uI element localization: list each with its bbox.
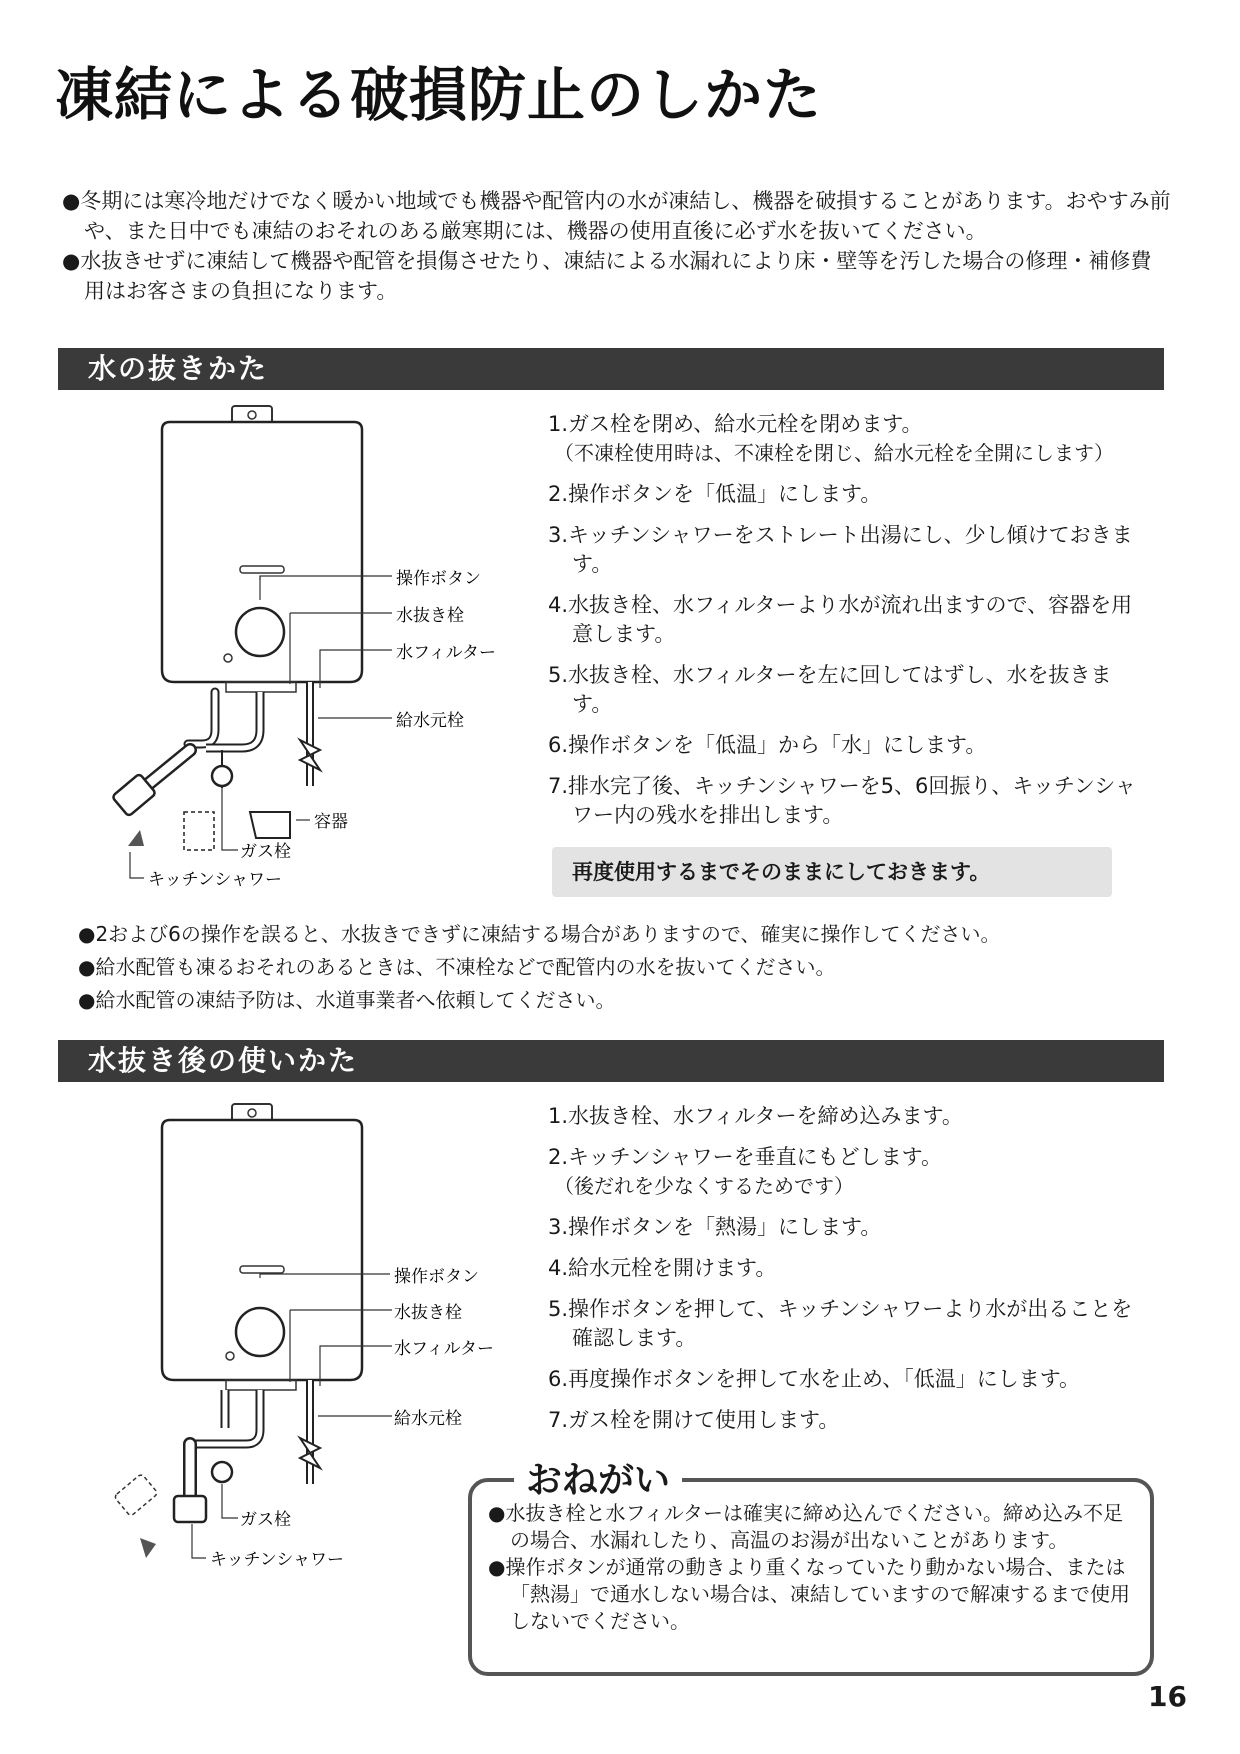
request-item: ●水抜き栓と水フィルターは確実に締め込んでください。締め込み不足の場合、水漏れしたり、高温のお湯が出ないことがあります。 <box>488 1501 1124 1552</box>
heater-body <box>162 422 362 682</box>
label-water-filter: 水フィルター <box>396 643 496 663</box>
step-item: 2.キッチンシャワーを垂直にもどします。 （後だれを少なくするためです） <box>548 1145 942 1198</box>
gas-valve-icon <box>212 1462 232 1482</box>
step-item: 3.キッチンシャワーをストレート出湯にし、少し傾けておきます。 <box>548 523 1133 576</box>
label-drain-plug: 水抜き栓 <box>394 1303 462 1323</box>
step-item: 6.再度操作ボタンを押して水を止め、「低温」にします。 <box>548 1367 1081 1391</box>
drain-steps <box>548 410 1148 842</box>
restore-steps <box>548 1102 1148 1447</box>
step-item: 3.操作ボタンを「熱湯」にします。 <box>548 1215 882 1239</box>
intro-text <box>62 186 1172 306</box>
kitchen-shower-head <box>174 1496 206 1522</box>
step-item: 1.ガス栓を閉め、給水元栓を閉めます。 （不凍栓使用時は、不凍栓を閉じ、給水元栓を全開にします） <box>548 412 1114 465</box>
request-item: ●操作ボタンが通常の動きより重くなっていたり動かない場合、または「熱湯」で通水しない場合は、凍結していますので解凍するまで使用しないでください。 <box>488 1555 1130 1633</box>
container-icon <box>250 812 290 838</box>
request-text <box>488 1500 1138 1635</box>
label-operation-button: 操作ボタン <box>396 569 481 589</box>
bullet-item: ●給水配管の凍結予防は、水道事業者へ依頼してください。 <box>78 988 616 1012</box>
label-kitchen-shower: キッチンシャワー <box>210 1550 345 1570</box>
arrow-icon <box>128 830 144 846</box>
supply-valve-icon <box>300 1438 320 1468</box>
label-operation-button: 操作ボタン <box>394 1267 479 1287</box>
step-item: 6.操作ボタンを「低温」から「水」にします。 <box>548 733 987 757</box>
intro-paragraph: ●冬期には寒冷地だけでなく暖かい地域でも機器や配管内の水が凍結し、機器を破損することがあります。おやすみ前や、また日中でも凍結のおそれのある厳寒期には、機器の使用直後に必ず水を抜いてください。 <box>62 189 1171 243</box>
intro-paragraph: ●水抜きせずに凍結して機器や配管を損傷させたり、凍結による水漏れにより床・壁等を汚した場合の修理・補修費用はお客さまの負担になります。 <box>62 249 1152 303</box>
step-item: 5.水抜き栓、水フィルターを左に回してはずし、水を抜きます。 <box>548 663 1112 716</box>
caution-bullets <box>78 918 1168 1017</box>
label-water-filter: 水フィルター <box>394 1339 494 1359</box>
heater-body <box>162 1120 362 1380</box>
label-container: 容器 <box>314 812 348 832</box>
bullet-item: ●給水配管も凍るおそれのあるときは、不凍栓などで配管内の水を抜いてください。 <box>78 955 836 979</box>
arrow-icon <box>140 1538 156 1558</box>
step-item: 4.給水元栓を開けます。 <box>548 1256 777 1280</box>
page-title: 凍結による破損防止のしかた <box>55 61 823 129</box>
label-kitchen-shower: キッチンシャワー <box>148 870 283 890</box>
gas-valve-icon <box>212 766 232 786</box>
step-item: 7.ガス栓を開けて使用します。 <box>548 1408 840 1432</box>
section-heading-drain: 水の抜きかた <box>58 348 1164 390</box>
label-supply-valve: 給水元栓 <box>396 711 464 731</box>
step-item: 4.水抜き栓、水フィルターより水が流れ出ますので、容器を用意します。 <box>548 593 1133 646</box>
heater-drain-diagram <box>110 400 530 900</box>
section-heading-after-drain: 水抜き後の使いかた <box>58 1040 1164 1082</box>
label-supply-valve: 給水元栓 <box>394 1409 462 1429</box>
label-drain-plug: 水抜き栓 <box>396 606 464 626</box>
step-item: 5.操作ボタンを押して、キッチンシャワーより水が出ることを確認します。 <box>548 1297 1133 1350</box>
bullet-item: ●2および6の操作を誤ると、水抜きできずに凍結する場合がありますので、確実に操作してください。 <box>78 922 1001 946</box>
step-item: 2.操作ボタンを「低温」にします。 <box>548 482 882 506</box>
request-title: おねがい <box>514 1452 682 1503</box>
keep-note: 再度使用するまでそのままにしておきます。 <box>552 847 1112 897</box>
label-gas-valve: ガス栓 <box>240 1510 291 1530</box>
heater-restore-diagram <box>110 1098 530 1578</box>
step-item: 7.排水完了後、キッチンシャワーを5、6回振り、キッチンシャワー内の残水を排出します。 <box>548 774 1136 827</box>
page-number: 16 <box>1148 1680 1187 1713</box>
label-gas-valve: ガス栓 <box>240 842 291 862</box>
step-item: 1.水抜き栓、水フィルターを締め込みます。 <box>548 1104 963 1128</box>
supply-valve-icon <box>300 740 320 770</box>
